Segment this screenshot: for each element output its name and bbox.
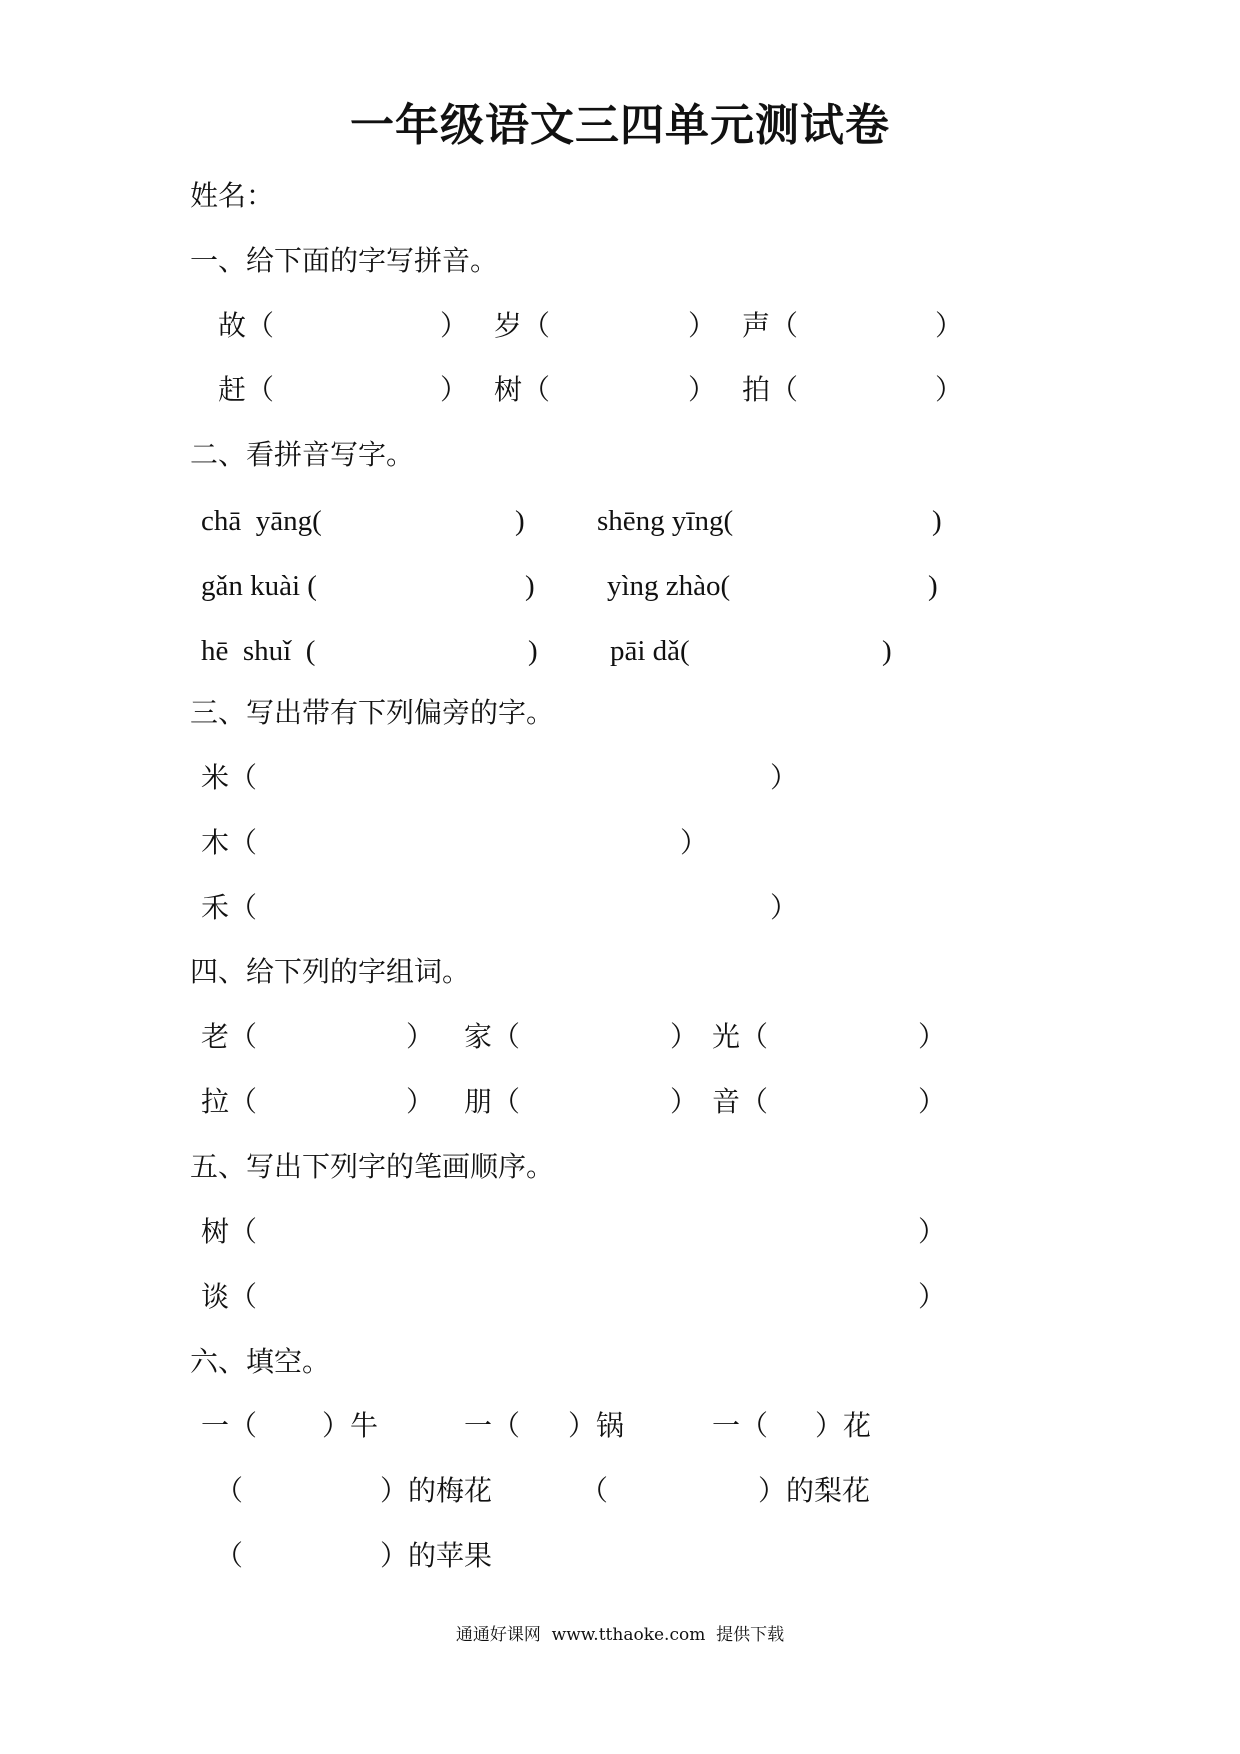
s1-close-paren: ） (935, 373, 964, 406)
s4-char-lao: 老（ (201, 1020, 258, 1053)
s4-char-peng: 朋（ (464, 1085, 521, 1118)
s1-item-sui: 岁（ (494, 309, 551, 342)
s6-measure-niu-close: ）牛 (322, 1409, 379, 1442)
s3-radical-he: 禾（ (201, 891, 258, 924)
s2-close-paren: ) (525, 570, 535, 602)
section-2-heading: 二、看拼音写字。 (190, 438, 415, 471)
s6-apple-close: ）的苹果 (380, 1539, 493, 1572)
s4-char-yin: 音（ (712, 1085, 769, 1118)
s6-measure-guo-close: ）锅 (568, 1409, 625, 1442)
s3-close-paren: ） (770, 891, 799, 924)
s3-radical-mi: 米（ (201, 761, 258, 794)
s4-close-paren: ） (918, 1085, 947, 1118)
s1-item-gan: 赶（ (218, 373, 275, 406)
s6-plum-open: （ (215, 1474, 244, 1507)
s4-close-paren: ） (406, 1085, 435, 1118)
footer-credit: 通通好课网 www.tthaoke.com 提供下载 (455, 1625, 785, 1645)
s5-close-paren: ） (918, 1215, 947, 1248)
s4-close-paren: ） (670, 1085, 699, 1118)
s1-close-paren: ） (688, 309, 717, 342)
page-title: 一年级语文三四单元测试卷 (350, 100, 890, 151)
s4-char-guang: 光（ (712, 1020, 769, 1053)
s6-pear-close: ）的梨花 (758, 1474, 871, 1507)
name-label: 姓名： (190, 179, 275, 212)
s4-close-paren: ） (918, 1020, 947, 1053)
s5-close-paren: ） (918, 1280, 947, 1313)
s5-char-shu: 树（ (201, 1215, 258, 1248)
s2-close-paren: ) (515, 505, 525, 537)
s1-close-paren: ） (688, 373, 717, 406)
s1-item-sheng: 声（ (742, 309, 799, 342)
s6-apple-open: （ (215, 1539, 244, 1572)
s6-pear-open: （ (580, 1474, 609, 1507)
s6-measure-hua-close: ）花 (815, 1409, 872, 1442)
s2-pinyin-shengying: shēng yīng( (597, 505, 734, 537)
s4-char-jia: 家（ (464, 1020, 521, 1053)
s6-measure-guo-open: 一（ (464, 1409, 521, 1442)
s2-pinyin-chayang: chā yāng( (201, 505, 322, 537)
s1-item-shu: 树（ (494, 373, 551, 406)
s2-pinyin-paida: pāi dǎ( (610, 635, 690, 667)
s2-close-paren: ) (882, 635, 892, 667)
s4-close-paren: ） (406, 1020, 435, 1053)
s1-close-paren: ） (440, 373, 469, 406)
s1-item-gu: 故（ (218, 309, 275, 342)
section-1-heading: 一、给下面的字写拼音。 (190, 244, 499, 277)
s6-measure-hua-open: 一（ (712, 1409, 769, 1442)
s4-close-paren: ） (670, 1020, 699, 1053)
s3-close-paren: ） (770, 761, 799, 794)
s3-radical-mu: 木（ (201, 826, 258, 859)
s6-measure-niu-open: 一（ (201, 1409, 258, 1442)
section-5-heading: 五、写出下列字的笔画顺序。 (190, 1150, 555, 1183)
s2-pinyin-yingzhao: yìng zhào( (607, 570, 731, 602)
s2-close-paren: ) (528, 635, 538, 667)
s6-plum-close: ）的梅花 (380, 1474, 493, 1507)
section-6-heading: 六、填空。 (190, 1345, 331, 1378)
s2-close-paren: ) (932, 505, 942, 537)
s5-char-tan: 谈（ (201, 1280, 258, 1313)
s2-close-paren: ) (928, 570, 938, 602)
s1-close-paren: ） (935, 309, 964, 342)
section-3-heading: 三、写出带有下列偏旁的字。 (190, 696, 555, 729)
s1-item-pai: 拍（ (742, 373, 799, 406)
s4-char-la: 拉（ (201, 1085, 258, 1118)
s2-pinyin-heshui: hē shuǐ ( (201, 635, 316, 667)
section-4-heading: 四、给下列的字组词。 (190, 955, 471, 988)
s3-close-paren: ） (680, 826, 709, 859)
s1-close-paren: ） (440, 309, 469, 342)
s2-pinyin-gankuai: gǎn kuài ( (201, 570, 317, 602)
